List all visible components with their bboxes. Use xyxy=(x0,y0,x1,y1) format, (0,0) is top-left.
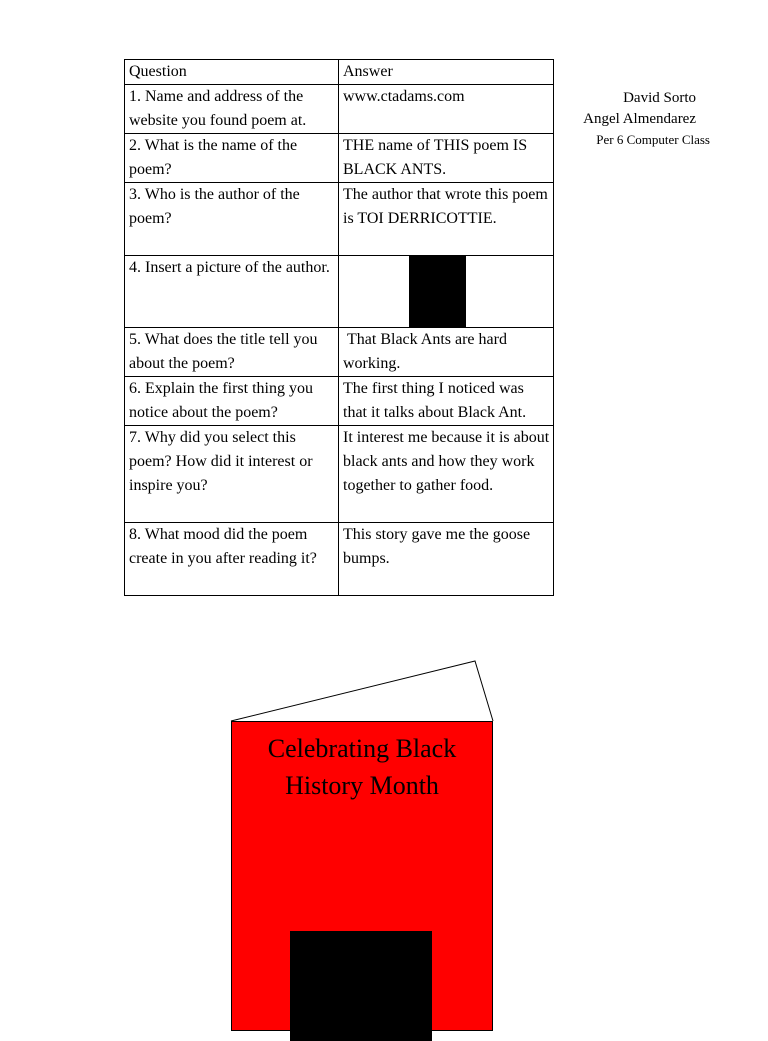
cover-title: Celebrating Black History Month xyxy=(267,734,457,800)
answer-cell: The first thing I noticed was that it talks about Black Ant. xyxy=(339,377,554,426)
book-drawing xyxy=(230,655,500,1024)
student-names xyxy=(560,88,710,150)
header-question: Question xyxy=(125,60,339,85)
header-answer: Answer xyxy=(339,60,554,85)
table-row xyxy=(125,328,554,377)
answer-cell: This story gave me the goose bumps. xyxy=(339,523,554,596)
table-row xyxy=(125,134,554,183)
answer-cell: www.ctadams.com xyxy=(339,85,554,134)
table-row xyxy=(125,377,554,426)
author-photo xyxy=(409,256,466,327)
answer-cell: It interest me because it is about black ants and how they work together to gather food. xyxy=(339,426,554,523)
table-header-row xyxy=(125,60,554,85)
answer-cell: THE name of THIS poem IS BLACK ANTS. xyxy=(339,134,554,183)
table-row xyxy=(125,183,554,256)
table-row xyxy=(125,256,554,328)
question-cell: 5. What does the title tell you about the poem? xyxy=(125,328,339,377)
poem-questions-table xyxy=(124,59,554,596)
cover-image xyxy=(290,931,432,1041)
answer-cell: The author that wrote this poem is TOI DERRICOTTIE. xyxy=(339,183,554,256)
question-cell: 2. What is the name of the poem? xyxy=(125,134,339,183)
question-cell: 7. Why did you select this poem? How did it interest or inspire you? xyxy=(125,426,339,523)
student-name: David Sorto xyxy=(623,90,696,106)
answer-cell xyxy=(339,256,554,328)
table-row xyxy=(125,426,554,523)
question-cell: 3. Who is the author of the poem? xyxy=(125,183,339,256)
table-row xyxy=(125,85,554,134)
book-cover xyxy=(231,721,493,1031)
student-name: Angel Almendarez xyxy=(583,111,696,127)
question-cell: 4. Insert a picture of the author. xyxy=(125,256,339,328)
answer-cell: That Black Ants are hard working. xyxy=(339,328,554,377)
question-cell: 8. What mood did the poem create in you after reading it? xyxy=(125,523,339,596)
question-cell: 1. Name and address of the website you found poem at. xyxy=(125,85,339,134)
class-period: Per 6 Computer Class xyxy=(596,132,710,147)
question-cell: 6. Explain the first thing you notice about the poem? xyxy=(125,377,339,426)
table-row xyxy=(125,523,554,596)
